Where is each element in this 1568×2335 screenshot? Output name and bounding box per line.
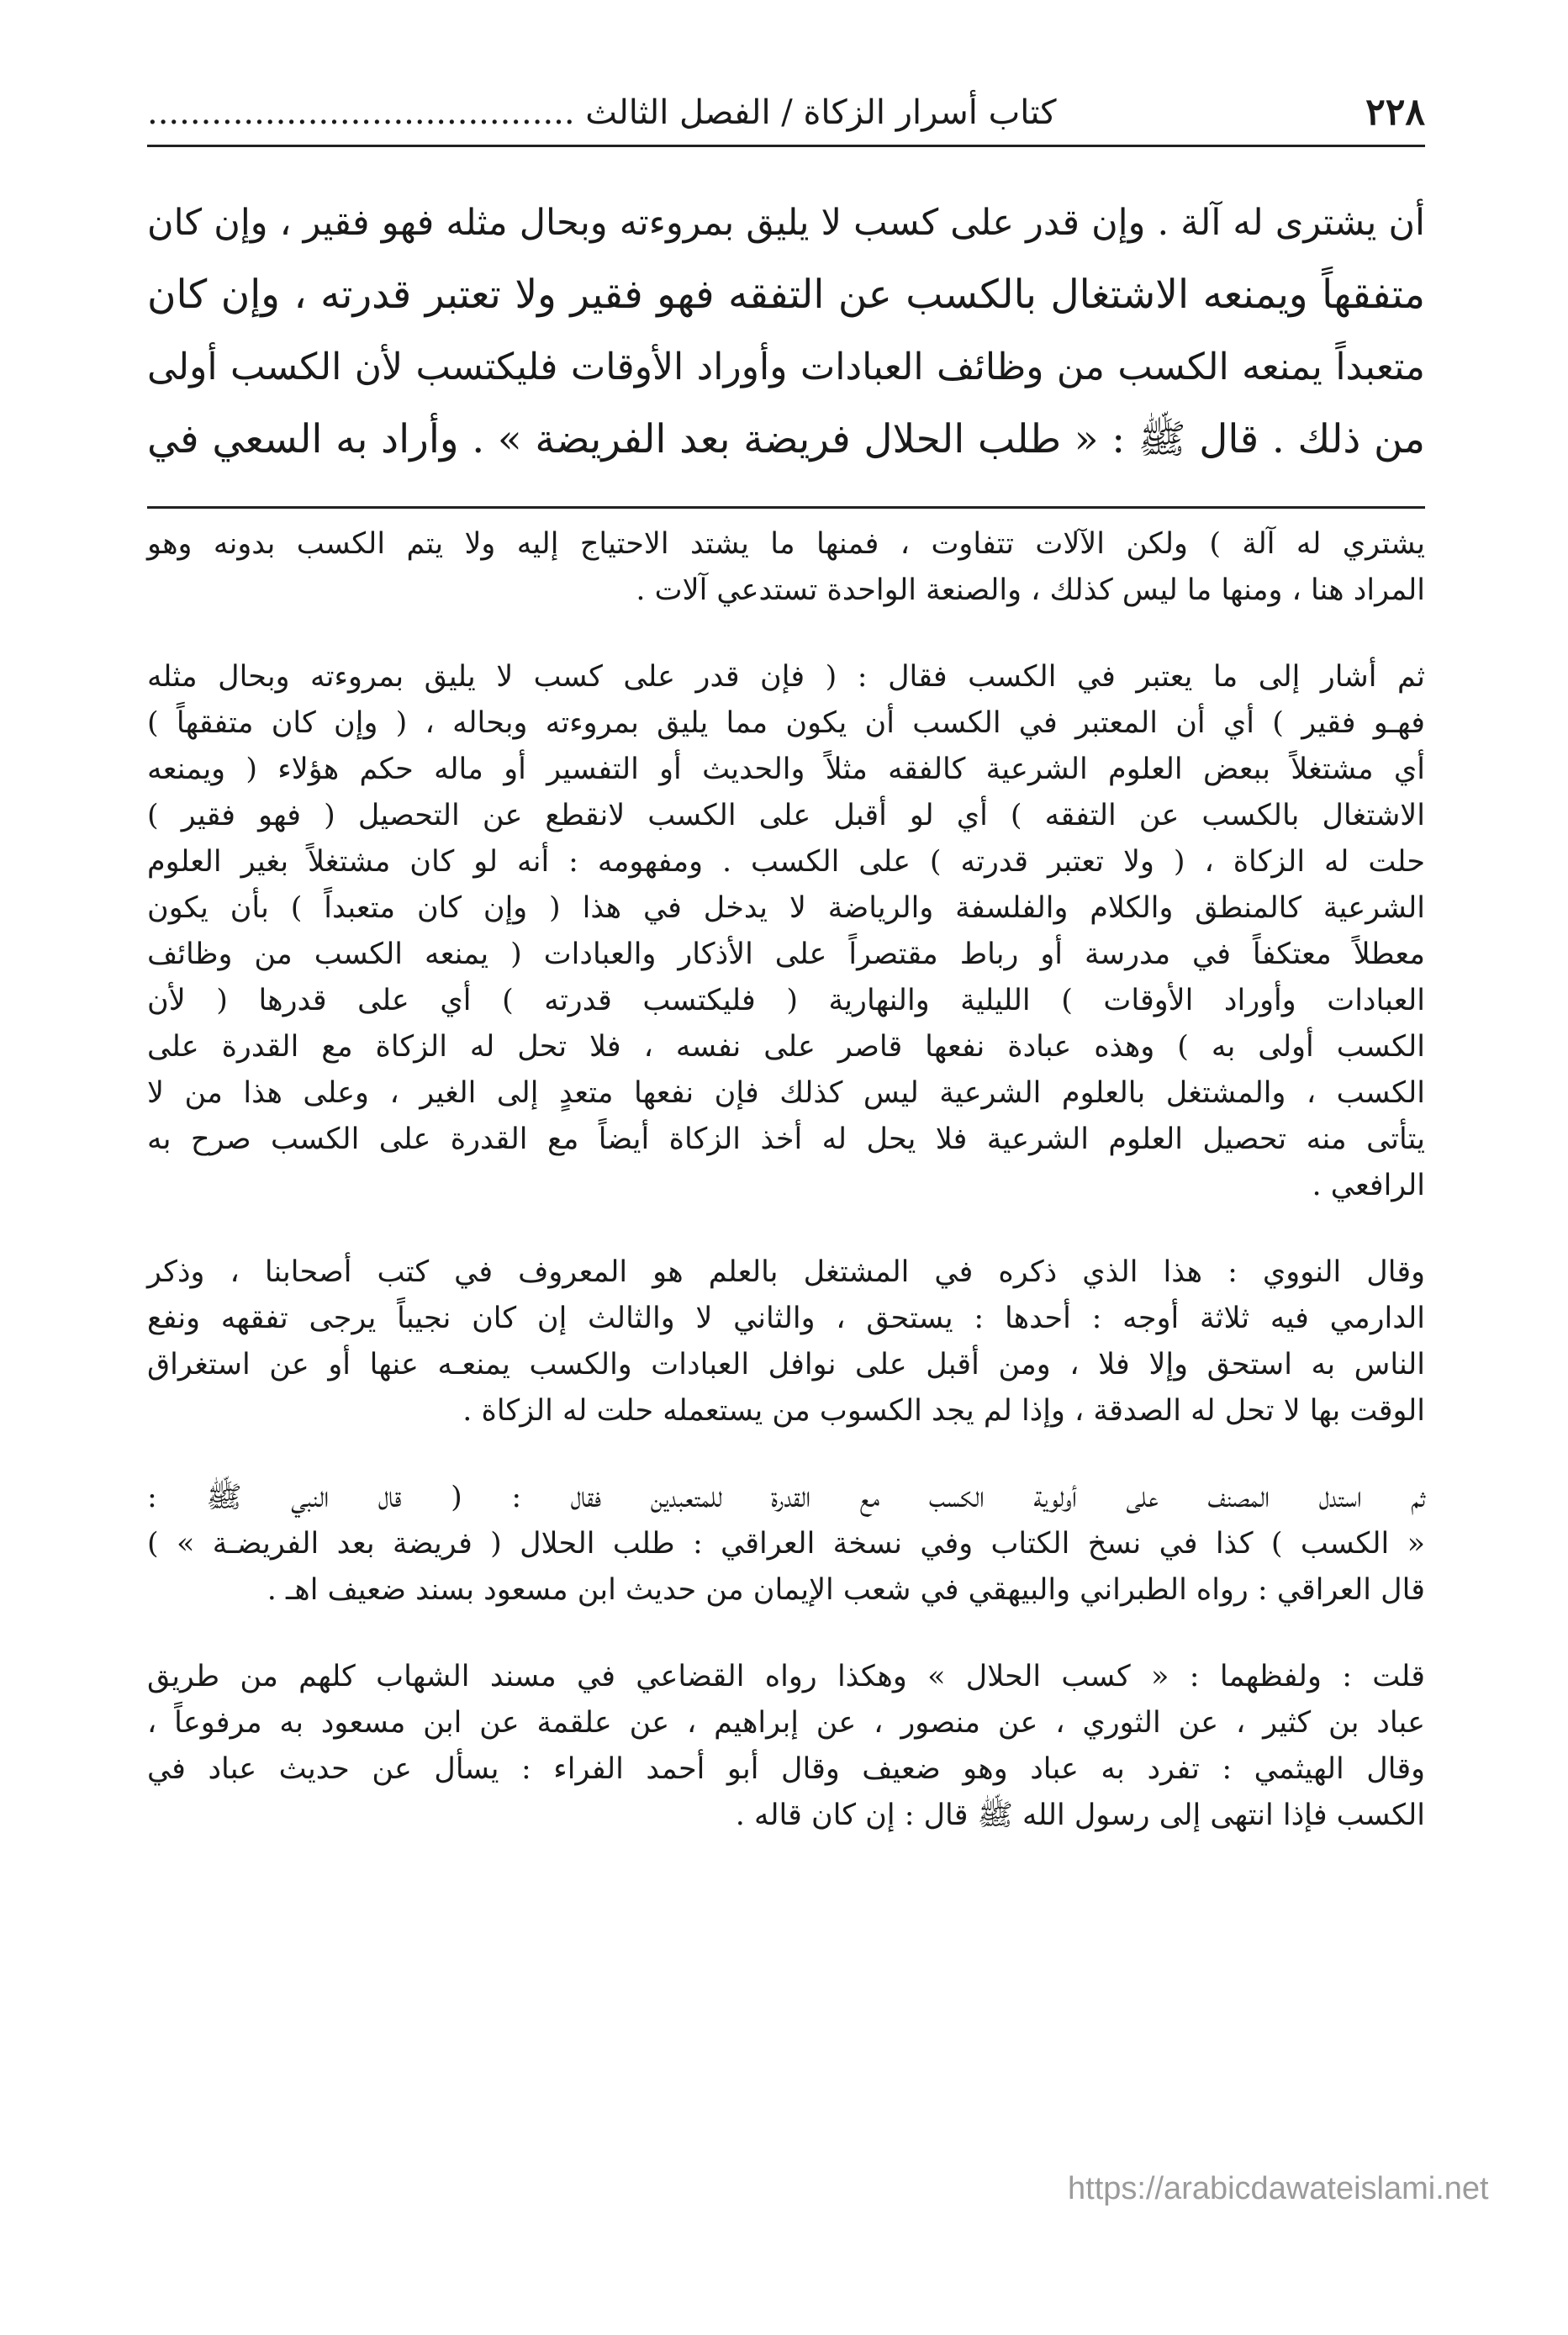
- commentary-line: المراد هنا ، ومنها ما ليس كذلك ، والصنعة الواحدة تستدعي آلات .: [636, 573, 1425, 607]
- commentary-line: الرافعي .: [1312, 1169, 1425, 1202]
- commentary-line: معطلاً معتكفاً في مدرسة أو رباط مقتصراً على الأذكار والعبادات ( يمنعه الكسب من وظائف: [147, 938, 1425, 971]
- running-title: كتاب أسرار الزكاة / الفصل الثالث ........................................: [147, 93, 1057, 132]
- main-text-line: متعبداً يمنعه الكسب من وظائف العبادات وأوراد الأوقات فليكتسب لأن الكسب أولى: [147, 346, 1425, 388]
- commentary-paragraph: [147, 521, 1425, 614]
- source-watermark: https://arabicdawateislami.net: [1068, 2171, 1489, 2206]
- page-header: [147, 84, 1425, 135]
- commentary-line: أي مشتغلاً ببعض العلوم الشرعية كالفقه مثلاً والحديث أو التفسير أو ماله حكم هؤلاء ( ويمنعه: [147, 753, 1425, 786]
- text-commentary-divider: [147, 506, 1425, 509]
- commentary-line: الوقت بها لا تحل له الصدقة ، وإذا لم يجد الكسوب من يستعمله حلت له الزكاة .: [462, 1394, 1425, 1428]
- commentary-line: الدارمي فيه ثلاثة أوجه : أحدها : يستحق ، والثاني لا والثالث إن كان نجيباً يرجى تفقهه ونفع: [147, 1302, 1425, 1335]
- commentary-line: قال العراقي : رواه الطبراني والبيهقي في شعب الإيمان من حديث ابن مسعود بسند ضعيف اهـ .: [267, 1573, 1425, 1607]
- commentary-line: ثم أشار إلى ما يعتبر في الكسب فقال : ( فإن قدر على كسب لا يليق بمروءته وبحال مثله: [147, 660, 1425, 694]
- main-text-line: أن يشترى له آلة . وإن قدر على كسب لا يليق بمروءته وبحال مثله فهو فقير ، وإن كان: [147, 202, 1425, 244]
- commentary-line: وقال الهيثمي : تفرد به عباد وهو ضعيف وقال أبو أحمد الفراء : يسأل عن حديث عباد في: [147, 1752, 1425, 1786]
- commentary-line: فهـو فقير ) أي أن المعتبر في الكسب أن يكون مما يليق بمروءته وبحاله ، ( وإن كان متفقهاً ): [147, 706, 1425, 740]
- commentary-line: الشرعية كالمنطق والكلام والفلسفة والرياضة لا يدخل في هذا ( وإن كان متعبداً ) بأن يكون: [147, 891, 1425, 925]
- commentary-line: « الكسب ) كذا في نسخ الكتاب وفي نسخة العراقي : طلب الحلال ( فريضة بعد الفريضـة » ): [147, 1527, 1425, 1561]
- commentary-line: حلت له الزكاة ، ( ولا تعتبر قدرته ) على الكسب . ومفهومه : أنه لو كان مشتغلاً بغير العلوم: [147, 845, 1425, 879]
- commentary-line: ثم استدل المصنف على أولوية الكسب مع القدرة للمتعبدين فقال : ( قال النبي ﷺ :: [147, 1481, 1425, 1514]
- commentary-line: عباد بن كثير ، عن الثوري ، عن منصور ، عن إبراهيم ، عن علقمة عن ابن مسعود به مرفوعاً ،: [147, 1706, 1425, 1740]
- commentary-line: وقال النووي : هذا الذي ذكره في المشتغل بالعلم هو المعروف في كتب أصحابنا ، وذكر: [147, 1255, 1425, 1289]
- commentary-paragraph: [147, 1475, 1425, 1614]
- commentary-line: قلت : ولفظهما : « كسب الحلال » وهكذا رواه القضاعي في مسند الشهاب كلهم من طريق: [147, 1660, 1425, 1693]
- commentary-line: العبادات وأوراد الأوقات ) الليلية والنهارية ( فليكتسب قدرته ) أي على قدرها ( لأن: [147, 984, 1425, 1017]
- main-text-line: من ذلك . قال ﷺ : « طلب الحلال فريضة بعد الفريضة » . وأراد به السعي في: [147, 416, 1425, 462]
- page-number: ٢٢٨: [1365, 91, 1425, 134]
- commentary-line: يشتري له آلة ) ولكن الآلات تتفاوت ، فمنها ما يشتد الاحتياج إليه ولا يتم الكسب بدونه وهو: [147, 527, 1425, 561]
- commentary: [147, 521, 1425, 1879]
- commentary-line: الكسب أولى به ) وهذه عبادة نفعها قاصر على نفسه ، فلا تحل له الزكاة مع القدرة على: [147, 1030, 1425, 1064]
- commentary-paragraph: [147, 1249, 1425, 1434]
- commentary-line: الاشتغال بالكسب عن التفقه ) أي لو أقبل على الكسب لانقطع عن التحصيل ( فهو فقير ): [147, 799, 1425, 832]
- commentary-paragraph: [147, 1654, 1425, 1839]
- commentary-line: الكسب فإذا انتهى إلى رسول الله ﷺ قال : إن كان قاله .: [735, 1799, 1425, 1832]
- header-rule: [147, 145, 1425, 147]
- commentary-line: الناس به استحق وإلا فلا ، ومن أقبل على نوافل العبادات والكسب يمنعـه عنها أو عن استغراق: [147, 1348, 1425, 1381]
- commentary-paragraph: [147, 654, 1425, 1209]
- commentary-line: الكسب ، والمشتغل بالعلوم الشرعية ليس كذلك فإن نفعها متعدٍ إلى الغير ، وعلى هذا من لا: [147, 1076, 1425, 1110]
- commentary-line: يتأتى منه تحصيل العلوم الشرعية فلا يحل له أخذ الزكاة أيضاً مع القدرة على الكسب صرح به: [147, 1123, 1425, 1156]
- main-text: [147, 187, 1425, 476]
- main-text-line: متفقهاً ويمنعه الاشتغال بالكسب عن التفقه فهو فقير ولا تعتبر قدرته ، وإن كان: [147, 272, 1425, 318]
